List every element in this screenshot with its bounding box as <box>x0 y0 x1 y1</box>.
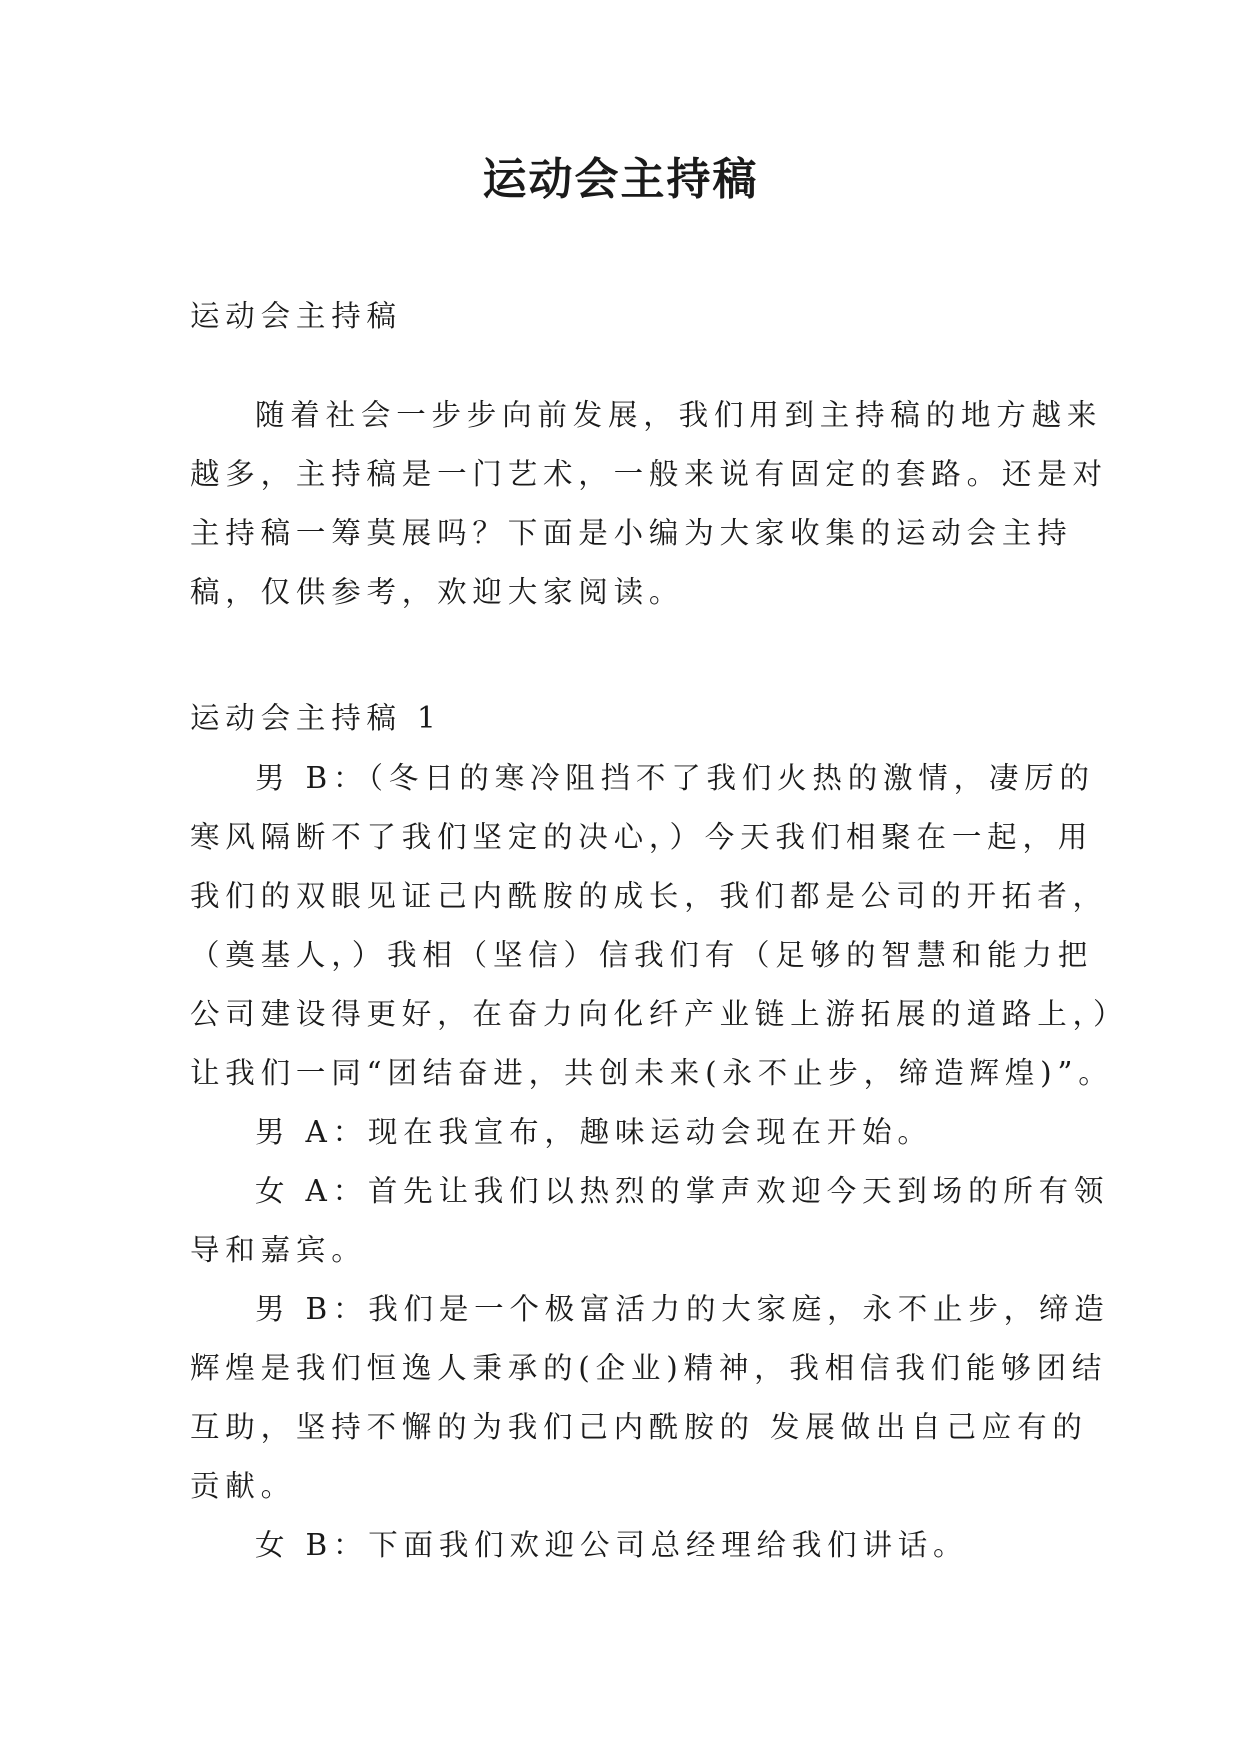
intro-line: 越多，主持稿是一门艺术，一般来说有固定的套路。还是对 <box>190 457 1108 491</box>
paragraph-line: 导和嘉宾。 <box>190 1233 367 1267</box>
paragraph-line: 公司建设得更好，在奋力向化纤产业链上游拓展的道路上，） <box>190 997 1129 1031</box>
paragraph-line: 互助，坚持不懈的为我们己内酰胺的 发展做出自己应有的 <box>190 1410 1088 1444</box>
paragraph-line: 男 B：（冬日的寒冷阻挡不了我们火热的激情，凄厉的 <box>255 761 1095 795</box>
intro-line: 随着社会一步步向前发展，我们用到主持稿的地方越来 <box>255 398 1103 432</box>
intro-line: 主持稿一筹莫展吗？下面是小编为大家收集的运动会主持 <box>190 516 1073 550</box>
paragraph-line: 让我们一同“团结奋进，共创未来(永不止步，缔造辉煌)”。 <box>190 1056 1114 1090</box>
intro-line: 稿，仅供参考，欢迎大家阅读。 <box>190 575 685 609</box>
paragraph-line: 女 B：下面我们欢迎公司总经理给我们讲话。 <box>255 1528 969 1562</box>
paragraph-line: （奠基人，）我相（坚信）信我们有（足够的智慧和能力把 <box>190 938 1094 972</box>
document-title: 运动会主持稿 <box>482 154 759 205</box>
paragraph-line: 辉煌是我们恒逸人秉承的(企业)精神，我相信我们能够团结 <box>190 1351 1108 1385</box>
paragraph-line: 男 A：现在我宣布，趣味运动会现在开始。 <box>255 1115 933 1149</box>
paragraph-line: 我们的双眼见证己内酰胺的成长，我们都是公司的开拓者， <box>190 879 1108 913</box>
document-subtitle: 运动会主持稿 <box>190 299 402 333</box>
paragraph-line: 贡献。 <box>190 1469 296 1503</box>
paragraph-line: 女 A：首先让我们以热烈的掌声欢迎今天到场的所有领 <box>255 1174 1110 1208</box>
paragraph-line: 男 B：我们是一个极富活力的大家庭，永不止步，缔造 <box>255 1292 1110 1326</box>
paragraph-line: 寒风隔断不了我们坚定的决心，）今天我们相聚在一起，用 <box>190 820 1094 854</box>
section-heading: 运动会主持稿 1 <box>190 701 442 735</box>
